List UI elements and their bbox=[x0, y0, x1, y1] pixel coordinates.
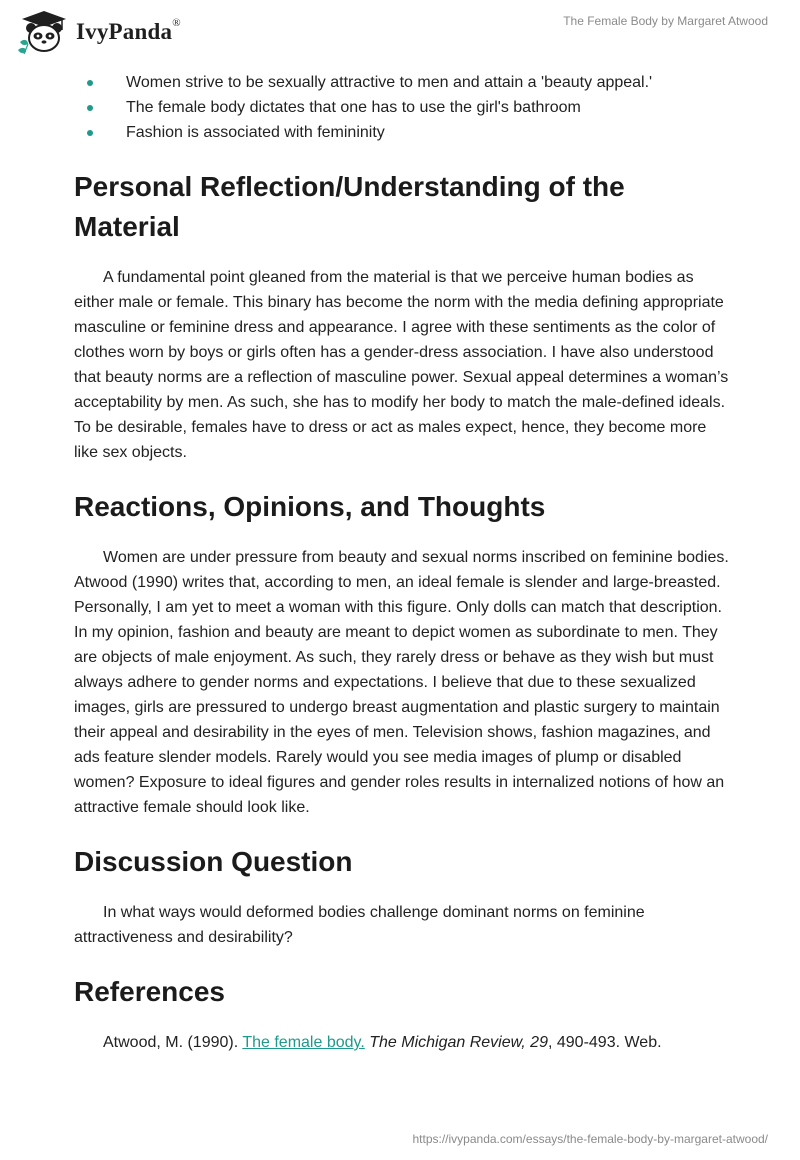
ivypanda-logo[interactable] bbox=[14, 8, 181, 56]
list-item: Fashion is associated with femininity bbox=[74, 120, 730, 145]
brand-name: IvyPanda® bbox=[76, 17, 181, 44]
bullet-icon bbox=[87, 80, 93, 86]
section-heading-reflection: Personal Reflection/Understanding of the Material bbox=[74, 171, 625, 242]
bullet-icon bbox=[87, 105, 93, 111]
reference-journal: The Michigan Review, 29 bbox=[369, 1034, 548, 1051]
list-item: Women strive to be sexually attractive to men and attain a 'beauty appeal.' bbox=[74, 70, 730, 95]
section-heading-references: References bbox=[74, 976, 225, 1007]
panda-graduate-icon bbox=[14, 8, 74, 56]
section-heading-discussion: Discussion Question bbox=[74, 846, 353, 877]
discussion-paragraph: In what ways would deformed bodies challenge dominant norms on feminine attractiveness and desirability? bbox=[74, 904, 645, 946]
reference-link[interactable]: The female body. bbox=[242, 1034, 365, 1051]
list-item: The female body dictates that one has to use the girl's bathroom bbox=[74, 95, 730, 120]
reflection-paragraph: A fundamental point gleaned from the material is that we perceive human bodies as either male or female. This binary has become the norm with the media defining appropriate masculine or feminine dress and appearance. I agree with these sentiments as the color of clothes worn by boys or girls often has a gender-dress association. I have also understood that beauty norms are a reflection of masculine power. Sexual appeal determines a woman’s acceptability by men. As such, she has to modify her body to match the male-defined ideals. To be desirable, females have to dress or act as males expect, hence, they become more like sex objects. bbox=[74, 269, 729, 461]
bullet-icon bbox=[87, 130, 93, 136]
page-header bbox=[0, 0, 800, 64]
reactions-paragraph: Women are under pressure from beauty and sexual norms inscribed on feminine bodies. Atwood (1990) writes that, according to men, an ideal female is slender and large-breasted. Personally, I am yet to meet a woman with this figure. Only dolls can match that description. In my opinion, fashion and beauty are meant to depict women as subordinate to men. They are objects of male enjoyment. As such, they rarely dress or behave as they wish but must always adhere to gender norms and expectations. I believe that due to these sexualized images, girls are pressured to undergo breast augmentation and plastic surgery to maintain their appeal and desirability in the eyes of men. Television shows, fashion magazines, and ads feature slender models. Rarely would you see media images of plump or disabled women? Exposure to ideal figures and gender roles results in internalized notions of how an attractive female should look like. bbox=[74, 549, 729, 816]
essay-content bbox=[74, 70, 730, 1055]
document-title: The Female Body by Margaret Atwood bbox=[563, 14, 768, 28]
footer-url[interactable]: https://ivypanda.com/essays/the-female-body-by-margaret-atwood/ bbox=[412, 1132, 768, 1146]
reference-entry: Atwood, M. (1990). The female body. The Michigan Review, 29, 490-493. Web. bbox=[103, 1034, 662, 1051]
bullet-list bbox=[74, 70, 730, 145]
section-heading-reactions: Reactions, Opinions, and Thoughts bbox=[74, 491, 546, 522]
